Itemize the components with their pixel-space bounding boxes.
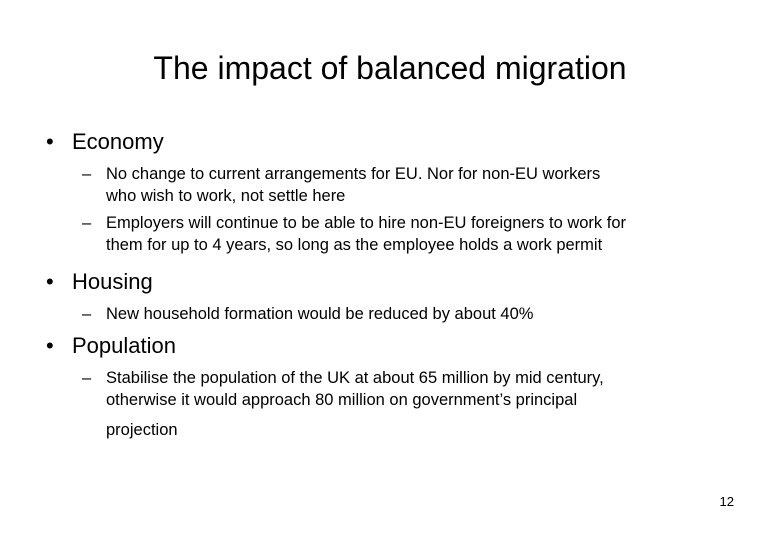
sub-item	[82, 303, 533, 325]
sub-item	[82, 212, 626, 256]
bullet-icon: •	[46, 129, 54, 154]
dash-icon: –	[82, 305, 92, 323]
sub-item-line: otherwise it would approach 80 million on government’s principal	[106, 391, 578, 409]
bullet-icon: •	[46, 269, 54, 294]
sub-item-line: Stabilise the population of the UK at about 65 million by mid century,	[106, 369, 604, 387]
bullet-icon: •	[46, 333, 54, 358]
sub-item-line: projection	[106, 421, 178, 439]
sub-item-line: who wish to work, not settle here	[106, 187, 346, 205]
sub-item	[82, 367, 604, 441]
bullet-heading: Economy	[72, 129, 164, 154]
dash-icon: –	[82, 165, 92, 183]
sub-item-line: No change to current arrangements for EU. Nor for non-EU workers	[106, 165, 601, 183]
bullet-heading: Population	[72, 333, 176, 358]
slide-title: The impact of balanced migration	[153, 50, 627, 86]
bullet-economy	[46, 128, 164, 156]
sub-item-line: New household formation would be reduced by about 40%	[106, 305, 534, 323]
sub-item	[82, 163, 600, 207]
sub-item-line: Employers will continue to be able to hire non-EU foreigners to work for	[106, 214, 626, 232]
bullet-heading: Housing	[72, 269, 153, 294]
bullet-population	[46, 332, 176, 360]
bullet-housing	[46, 268, 153, 296]
sub-item-line: them for up to 4 years, so long as the employee holds a work permit	[106, 236, 603, 254]
page-number: 12	[719, 494, 734, 509]
dash-icon: –	[82, 214, 92, 232]
dash-icon: –	[82, 369, 92, 387]
